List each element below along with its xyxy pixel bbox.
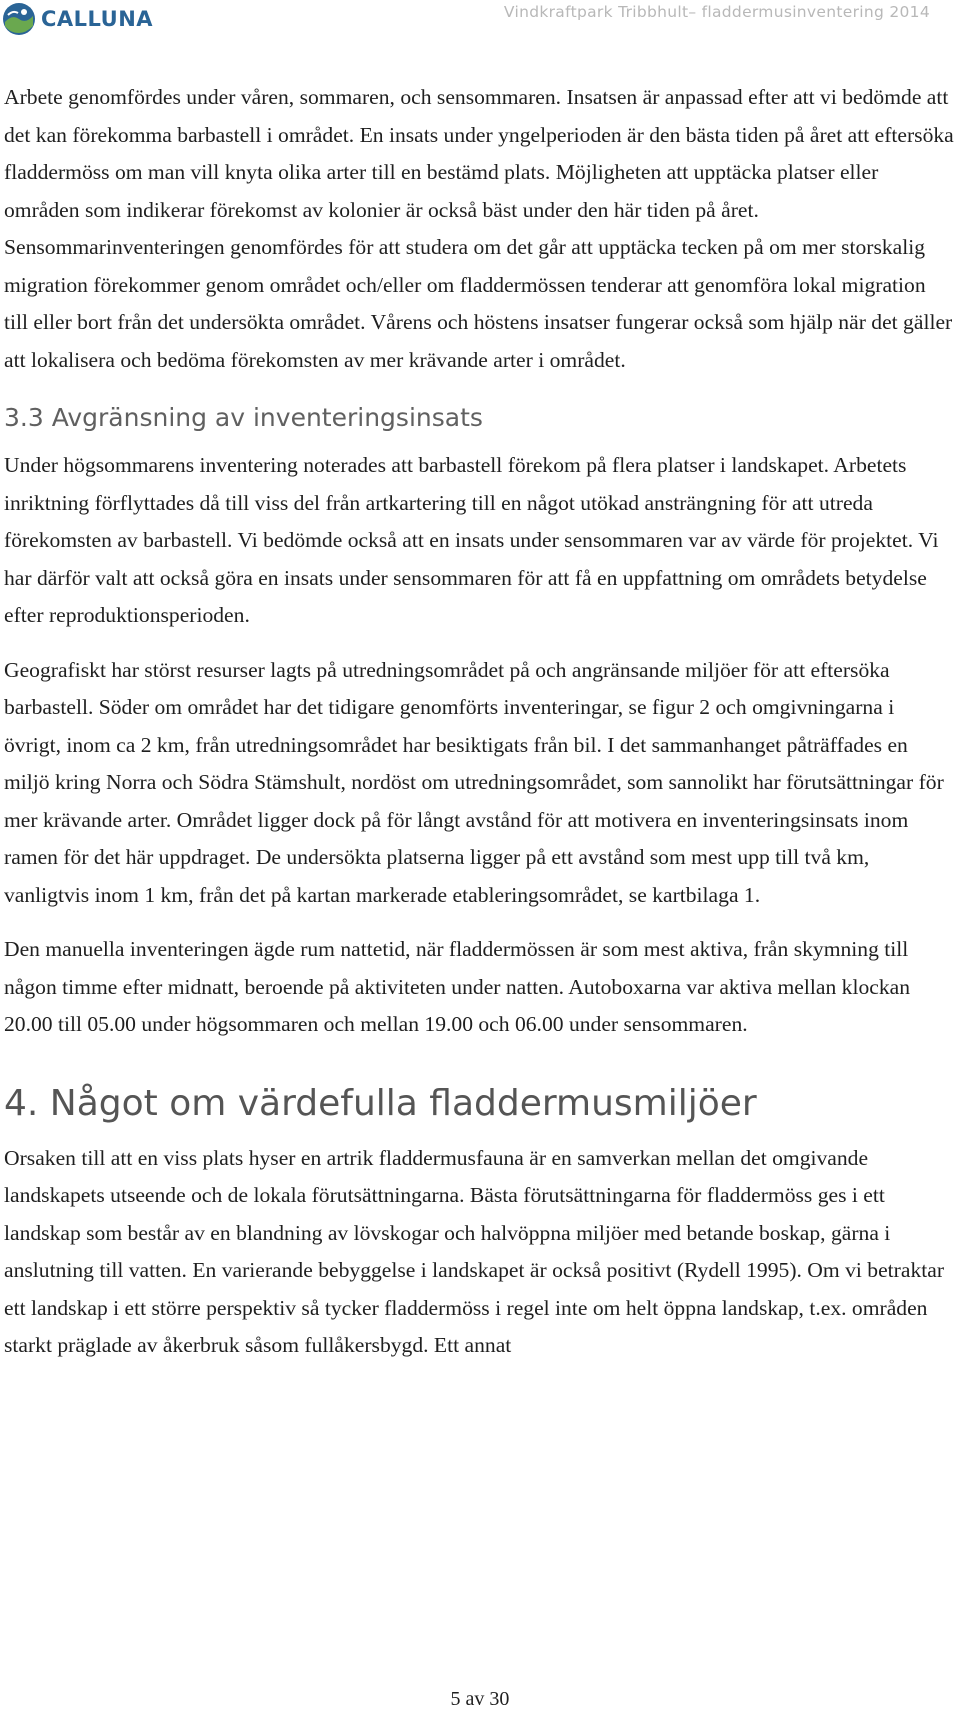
document-header-title: Vindkraftpark Tribbhult– fladdermusinventering 2014 xyxy=(503,3,930,21)
document-body xyxy=(4,79,954,1365)
calluna-logo-icon xyxy=(2,2,36,36)
paragraph-geography: Geografiskt har störst resurser lagts på utredningsområdet på och angränsande miljöer för att eftersöka barbastell. Söder om området har det tidigare genomförts inventeringar, se figur 2 och omgivningarna i övrigt, inom ca 2 km, från utredningsområdet har besiktigats från bil. I det sammanhanget påträffades en miljö kring Norra och Södra Stämshult, nordöst om utredningsområdet, som sannolikt har förutsättningar för mer krävande arter. Området ligger dock på för långt avstånd för att motivera en inventeringsinsats inom ramen för det här uppdraget. De undersökta platserna ligger på ett avstånd som mest upp till två km, vanligtvis inom 1 km, från det på kartan markerade etableringsområdet, se kartbilaga 1. xyxy=(4,657,944,907)
paragraph-delimitation: Under högsommarens inventering noterades att barbastell förekom på flera platser i landskapet. Arbetets inriktning förflyttades då till viss del från artkartering till en något utökad ansträngning för att utreda förekomsten av barbastell. Vi bedömde också att en insats under sensommaren var av värde för projektet. Vi har därför valt att också göra en insats under sensommaren för att få en uppfattning om områdets betydelse efter reproduktionsperioden. xyxy=(4,453,939,627)
paragraph-methods-intro: Arbete genomfördes under våren, sommaren, och sensommaren. Insatsen är anpassad efter att vi bedömde att det kan förekomma barbastell i området. En insats under yngelperioden är den bästa tiden på året att eftersöka fladdermöss om man vill knyta olika arter till en bestämd plats. Möjligheten att upptäcka platser eller områden som indikerar förekomst av kolonier är också bäst under den här tiden på året. Sensommarinventeringen genomfördes för att studera om det går att upptäcka tecken på om mer storskalig migration förekommer genom området och/eller om fladdermössen tenderar att genomföra lokal migration till eller bort från det undersökta området. Vårens och höstens insatser fungerar också som hjälp när det gäller att lokalisera och bedöma förekomsten av mer krävande arter i området. xyxy=(4,85,954,372)
paragraph-manual-inventory: Den manuella inventeringen ägde rum nattetid, när fladdermössen är som mest aktiva, från skymning till någon timme efter midnatt, beroende på aktiviteten under natten. Autoboxarna var aktiva mellan klockan 20.00 till 05.00 under högsommaren och mellan 19.00 och 06.00 under sensommaren. xyxy=(4,937,911,1036)
calluna-logo xyxy=(2,2,153,36)
paragraph-valuable-environments: Orsaken till att en viss plats hyser en artrik fladdermusfauna är en samverkan mellan det omgivande landskapets utseende och de lokala förutsättningarna. Bästa förutsättningarna för fladdermöss ges i ett landskap som består av en blandning av lövskogar och halvöppna miljöer med betande boskap, gärna i anslutning till vatten. En varierande bebyggelse i landskapet är också positivt (Rydell 1995). Om vi betraktar ett landskap i ett större perspektiv så tycker fladdermöss i regel inte om helt öppna landskap, t.ex. områden starkt präglade av åkerbruk såsom fullåkersbygd. Ett annat xyxy=(4,1145,945,1357)
page-header xyxy=(0,0,960,40)
section-heading-4: 4. Något om värdefulla fladdermusmiljöer xyxy=(4,1082,757,1124)
section-heading-3-3: 3.3 Avgränsning av inventeringsinsats xyxy=(4,403,483,432)
logo-text: CALLUNA xyxy=(41,7,154,31)
page-number: 5 av 30 xyxy=(450,1688,510,1710)
